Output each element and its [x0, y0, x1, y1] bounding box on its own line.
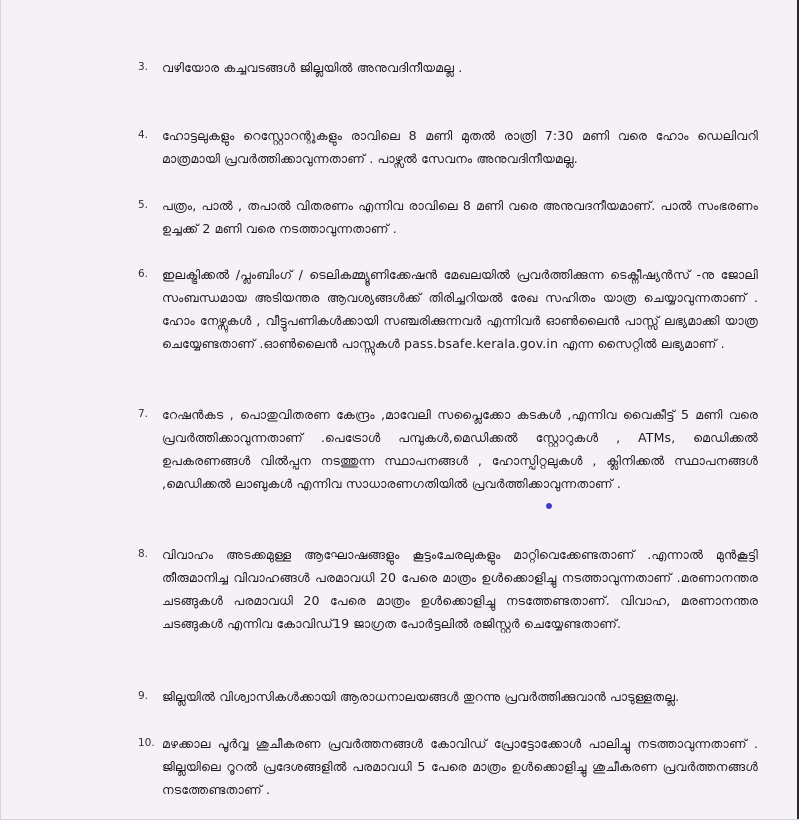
list-item-3	[138, 56, 758, 79]
item-number: 4.	[138, 129, 149, 141]
item-number: 6.	[138, 268, 149, 280]
item-number: 3.	[138, 61, 149, 73]
item-text: മഴക്കാല പൂർവ്വ ശുചീകരണ പ്രവർത്തനങ്ങൾ കോവിഡ് പ്രോട്ടോക്കോൾ പാലിച്ചു നടത്താവുന്നതാണ് . ജില്ലയിലെ റൂറൽ പ്രദേശങ്ങളിൽ പരമാവധി 5 പേരെ മാത്രം ഉൾക്കൊളിച്ചു ശുചീകരണ പ്രവർത്തനങ്ങൾ നടത്തേണ്ടതാണ് .	[162, 736, 758, 797]
item-number: 10.	[138, 737, 155, 749]
item-text: വിവാഹം അടക്കമുള്ള ആഘോഷങ്ങളും കൂട്ടംചേരലുകളും മാറ്റിവെക്കേണ്ടതാണ് .എന്നാൽ മുൻകൂട്ടി തീരുമാനിച്ച വിവാഹങ്ങൾ പരമാവധി 20 പേരെ മാത്രം ഉൾക്കൊളിച്ചു നടത്താവുന്നതാണ് .മരണാനന്തര ചടങ്ങുകൾ പരമാവധി 20 പേരെ മാത്രം ഉൾക്കൊളിച്ചു നടത്തേണ്ടതാണ്. വിവാഹ, മരണാനന്തര ചടങ്ങുകൾ എന്നിവ കോവിഡ്19 ജാഗ്രത പോർട്ടലിൽ രജിസ്റ്റർ ചെയ്യേണ്ടതാണ്.	[162, 547, 758, 631]
item-text: വഴിയോര കച്ചവടങ്ങൾ ജില്ലയിൽ അനുവദിനീയമല്ല .	[162, 60, 463, 75]
item-text: പത്രം, പാൽ , തപാൽ വിതരണം എന്നിവ രാവിലെ 8 മണി വരെ അനുവദനീയമാണ്. പാൽ സംഭരണം ഉച്ചക്ക് 2 മണി വരെ നടത്താവുന്നതാണ് .	[162, 198, 758, 236]
item-number: 9.	[138, 690, 149, 702]
item-text: ഇലക്ട്രിക്കൽ /പ്ലംബിംഗ് / ടെലികമ്മ്യൂണിക്കേഷൻ മേഖലയിൽ പ്രവർത്തിക്കുന്ന ടെക്നീഷ്യൻസ് -നു ജോലി സംബന്ധമായ അടിയന്തര ആവശ്യങ്ങൾക്ക് തിരിച്ചറിയൽ രേഖ സഹിതം യാത്ര ചെയ്യാവുന്നതാണ് . ഹോം നേഴ്സുകൾ , വീട്ടുപണികൾക്കായി സഞ്ചരിക്കുന്നവർ എന്നിവർ ഓൺലൈൻ പാസ്സ് ലഭ്യമാക്കി യാത്ര ചെയ്യേണ്ടതാണ് .ഓൺലൈൻ പാസ്സുകൾ pass.bsafe.kerala.gov.in എന്ന സൈറ്റിൽ ലഭ്യമാണ് .	[162, 267, 758, 351]
list-item-9	[138, 685, 758, 708]
item-number: 7.	[138, 408, 149, 420]
list-item-5	[138, 194, 758, 240]
list-item-10	[138, 732, 758, 801]
ink-dot	[546, 503, 552, 509]
item-number: 5.	[138, 199, 149, 211]
list-item-4	[138, 124, 758, 170]
item-number: 8.	[138, 548, 149, 560]
list-item-6	[138, 263, 758, 355]
list-item-8	[138, 543, 758, 635]
list-item-7	[138, 403, 758, 495]
item-text: റേഷൻകട , പൊതുവിതരണ കേന്ദ്രം ,മാവേലി സപ്ലൈക്കോ കടകൾ ,എന്നിവ വൈകീട്ട് 5 മണി വരെ പ്രവർത്തിക്കാവുന്നതാണ് .പെട്രോൾ പമ്പുകൾ,മെഡിക്കൽ സ്റ്റോറുകൾ , ATMs, മെഡിക്കൽ ഉപകരണങ്ങൾ വിൽപ്പന നടത്തുന്ന സ്ഥാപനങ്ങൾ , ഹോസ്പിറ്റലുകൾ , ക്ലിനിക്കൽ സ്ഥാപനങ്ങൾ ,മെഡിക്കൽ ലാബുകൾ എന്നിവ സാധാരണഗതിയിൽ പ്രവർത്തിക്കാവുന്നതാണ് .	[162, 407, 758, 491]
item-text: ഹോട്ടലുകളും റെസ്റ്റോറന്റുകളും രാവിലെ 8 മണി മുതൽ രാത്രി 7:30 മണി വരെ ഹോം ഡെലിവറി മാത്രമായി പ്രവർത്തിക്കാവുന്നതാണ് . പാഴ്സൽ സേവനം അനുവദിനീയമല്ല.	[162, 128, 758, 166]
item-text: ജില്ലയിൽ വിശ്വാസികൾക്കായി ആരാധനാലയങ്ങൾ തുറന്നു പ്രവർത്തിക്കുവാൻ പാടുള്ളതല്ല.	[162, 689, 680, 704]
